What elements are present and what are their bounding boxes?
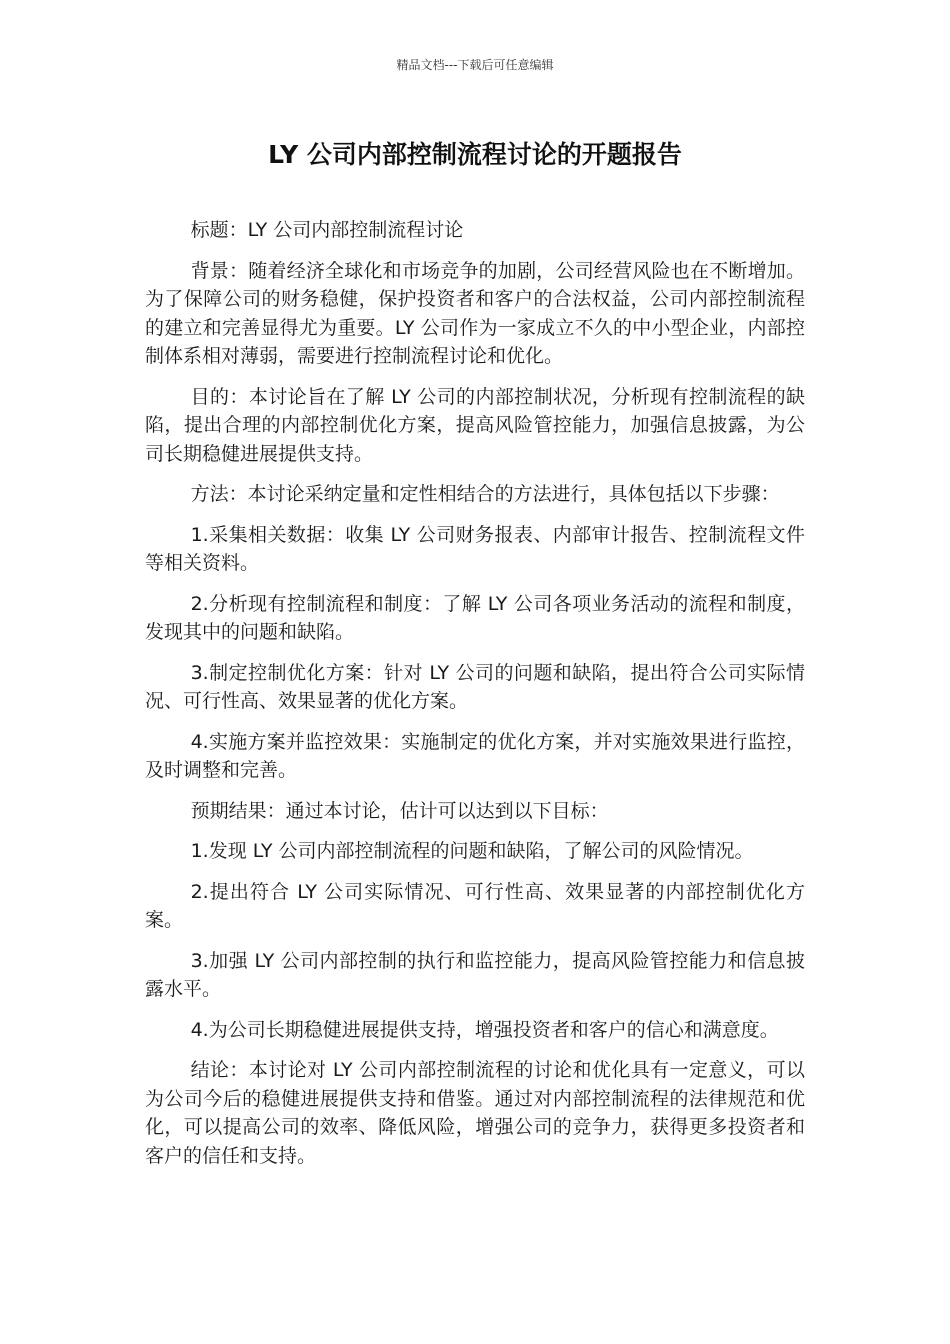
method-step-4: 4.实施方案并监控效果：实施制定的优化方案，并对实施效果进行监控，及时调整和完善。 (145, 730, 805, 781)
method-step-1: 1.采集相关数据：收集 LY 公司财务报表、内部审计报告、控制流程文件等相关资料。 (145, 523, 805, 574)
paragraph-subject: 标题：LY 公司内部控制流程讨论 (190, 219, 464, 241)
paragraph-conclusion: 结论：本讨论对 LY 公司内部控制流程的讨论和优化具有一定意义，可以为公司今后的稳健进展提供支持和借鉴。通过对内部控制流程的法律规范和优化，可以提高公司的效率、降低风险，增强公司的竞争力，获得更多投资者和客户的信任和支持。 (145, 1059, 805, 1167)
method-step-3: 3.制定控制优化方案：针对 LY 公司的问题和缺陷，提出符合公司实际情况、可行性高、效果显著的优化方案。 (145, 661, 805, 712)
paragraph-background: 背景：随着经济全球化和市场竞争的加剧，公司经营风险也在不断增加。为了保障公司的财务稳健，保护投资者和客户的合法权益，公司内部控制流程的建立和完善显得尤为重要。LY 公司作为一家成立不久的中小型企业，内部控制体系相对薄弱，需要进行控制流程讨论和优化。 (145, 259, 805, 367)
paragraph-expected-results: 预期结果：通过本讨论，估计可以达到以下目标： (190, 799, 609, 822)
paragraph-method: 方法：本讨论采纳定量和定性相结合的方法进行，具体包括以下步骤： (190, 483, 780, 505)
result-item-2: 2.提出符合 LY 公司实际情况、可行性高、效果显著的内部控制优化方案。 (145, 880, 805, 931)
result-item-4: 4.为公司长期稳健进展提供支持，增强投资者和客户的信心和满意度。 (190, 1018, 779, 1041)
method-step-2: 2.分析现有控制流程和制度：了解 LY 公司各项业务活动的流程和制度，发现其中的问题和缺陷。 (145, 592, 805, 643)
result-item-1: 1.发现 LY 公司内部控制流程的问题和缺陷，了解公司的风险情况。 (190, 840, 754, 862)
result-item-3: 3.加强 LY 公司内部控制的执行和监控能力，提高风险管控能力和信息披露水平。 (145, 949, 805, 1000)
document-title: LY 公司内部控制流程讨论的开题报告 (268, 140, 682, 169)
header-note: 精品文档---下载后可任意编辑 (396, 58, 554, 72)
document-body (145, 216, 805, 1182)
paragraph-purpose: 目的：本讨论旨在了解 LY 公司的内部控制状况，分析现有控制流程的缺陷，提出合理的内部控制优化方案，提高风险管控能力，加强信息披露，为公司长期稳健进展提供支持。 (145, 385, 805, 465)
